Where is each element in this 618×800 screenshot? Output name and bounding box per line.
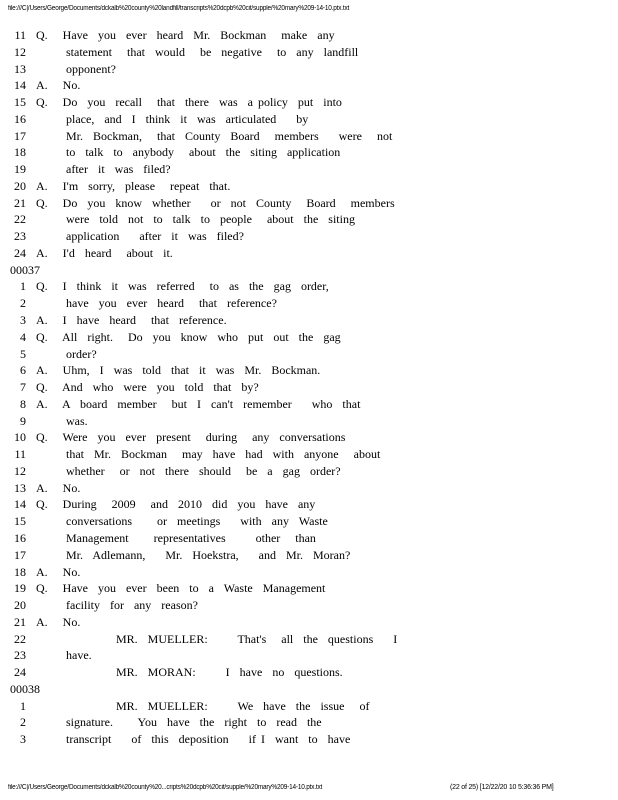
line-text: A. No. bbox=[36, 564, 81, 579]
page-marker bbox=[0, 262, 618, 279]
line-text: Q. All right. Do you know who put out the gag bbox=[36, 329, 341, 344]
transcript-line bbox=[0, 513, 618, 530]
transcript-line bbox=[0, 77, 618, 94]
line-text: Mr. Adlemann, Mr. Hoekstra, and Mr. Moran? bbox=[36, 547, 351, 562]
line-text: to talk to anybody about the siting application bbox=[36, 145, 341, 160]
transcript-line bbox=[0, 614, 618, 631]
line-text: transcript of this deposition if I want to have bbox=[36, 732, 351, 747]
line-text: MR. MORAN: I have no questions. bbox=[36, 665, 343, 680]
line-text: Mr. Bockman, that County Board members were not bbox=[36, 128, 393, 143]
line-number: 1 bbox=[20, 279, 26, 294]
line-text: after it was filed? bbox=[36, 162, 171, 177]
transcript-line bbox=[0, 413, 618, 430]
transcript-line bbox=[0, 379, 618, 396]
transcript-line bbox=[0, 144, 618, 161]
transcript-line bbox=[0, 161, 618, 178]
transcript-body bbox=[0, 27, 618, 748]
line-text: Q. And who were you told that by? bbox=[36, 380, 259, 395]
line-number: 17 bbox=[14, 128, 26, 143]
line-number: 11 bbox=[14, 447, 26, 462]
line-text: MR. MUELLER: That's all the questions I bbox=[36, 631, 398, 646]
line-number: 7 bbox=[20, 380, 26, 395]
line-number: 4 bbox=[20, 329, 26, 344]
line-text: MR. MUELLER: We have the issue of bbox=[36, 698, 370, 713]
line-text: have. bbox=[36, 648, 92, 663]
transcript-line bbox=[0, 128, 618, 145]
line-number: 10 bbox=[14, 430, 26, 445]
line-text: Q. During 2009 and 2010 did you have any bbox=[36, 497, 316, 512]
line-text: Management representatives other than bbox=[36, 530, 316, 545]
line-text: opponent? bbox=[36, 61, 116, 76]
line-text: place, and I think it was articulated by bbox=[36, 111, 309, 126]
line-number: 22 bbox=[14, 631, 26, 646]
transcript-line bbox=[0, 396, 618, 413]
line-number: 18 bbox=[14, 564, 26, 579]
line-text: conversations or meetings with any Waste bbox=[36, 514, 328, 529]
transcript-line bbox=[0, 94, 618, 111]
line-number: 18 bbox=[14, 145, 26, 160]
line-number: 14 bbox=[14, 497, 26, 512]
transcript-line bbox=[0, 530, 618, 547]
line-text: facility for any reason? bbox=[36, 598, 198, 613]
line-number: 11 bbox=[14, 28, 26, 42]
line-text: application after it was filed? bbox=[36, 229, 244, 244]
page-number: 00038 bbox=[10, 681, 40, 696]
transcript-line bbox=[0, 664, 618, 681]
transcript-line bbox=[0, 312, 618, 329]
line-text: A. A board member but I can't remember who that bbox=[36, 396, 361, 411]
line-number: 15 bbox=[14, 514, 26, 529]
line-number: 19 bbox=[14, 162, 26, 177]
line-number: 17 bbox=[14, 547, 26, 562]
transcript-line bbox=[0, 329, 618, 346]
transcript-line bbox=[0, 480, 618, 497]
transcript-line bbox=[0, 631, 618, 648]
line-number: 1 bbox=[20, 698, 26, 713]
transcript-line bbox=[0, 228, 618, 245]
transcript-line bbox=[0, 714, 618, 731]
transcript-line bbox=[0, 580, 618, 597]
line-number: 24 bbox=[14, 245, 26, 260]
line-text: A. I'd heard about it. bbox=[36, 245, 173, 260]
transcript-line bbox=[0, 547, 618, 564]
transcript-line bbox=[0, 195, 618, 212]
line-number: 9 bbox=[20, 413, 26, 428]
line-text: Q. Have you ever been to a Waste Management bbox=[36, 581, 326, 596]
line-number: 2 bbox=[20, 296, 26, 311]
transcript-line bbox=[0, 61, 618, 78]
line-number: 21 bbox=[14, 614, 26, 629]
line-number: 3 bbox=[20, 313, 26, 328]
transcript-line bbox=[0, 698, 618, 715]
line-text: A. No. bbox=[36, 614, 81, 629]
line-number: 21 bbox=[14, 195, 26, 210]
line-text: statement that would be negative to any landfill bbox=[36, 44, 359, 59]
line-number: 2 bbox=[20, 715, 26, 730]
page-info-footer: (22 of 25) [12/22/20 10 5:36:36 PM] bbox=[450, 784, 554, 791]
line-number: 19 bbox=[14, 581, 26, 596]
transcript-line bbox=[0, 429, 618, 446]
line-number: 8 bbox=[20, 396, 26, 411]
line-number: 13 bbox=[14, 480, 26, 495]
line-text: Q. Do you recall that there was a policy put into bbox=[36, 95, 342, 110]
line-number: 12 bbox=[14, 44, 26, 59]
line-text: Q. Have you ever heard Mr. Bockman make any bbox=[36, 28, 335, 42]
line-number: 3 bbox=[20, 732, 26, 747]
line-text: Q. I think it was referred to as the gag order, bbox=[36, 279, 329, 294]
line-text: A. Uhm, I was told that it was Mr. Bockman. bbox=[36, 363, 321, 378]
line-number: 23 bbox=[14, 648, 26, 663]
line-text: Q. Were you ever present during any conversations bbox=[36, 430, 346, 445]
line-text: A. I'm sorry, please repeat that. bbox=[36, 178, 231, 193]
line-text: A. No. bbox=[36, 78, 81, 93]
transcript-line bbox=[0, 597, 618, 614]
transcript-line bbox=[0, 44, 618, 61]
transcript-line bbox=[0, 111, 618, 128]
line-text: order? bbox=[36, 346, 97, 361]
line-number: 14 bbox=[14, 78, 26, 93]
line-number: 15 bbox=[14, 95, 26, 110]
line-number: 16 bbox=[14, 530, 26, 545]
line-number: 23 bbox=[14, 229, 26, 244]
line-text: was. bbox=[36, 413, 88, 428]
line-number: 24 bbox=[14, 665, 26, 680]
line-number: 20 bbox=[14, 178, 26, 193]
file-path-header: file:///C|/Users/George/Documents/dckalb%20county%20landfill/transcripts%20dcpb%20cit/supple/%20mary%209-14-10.ptx.txt bbox=[8, 5, 350, 12]
line-number: 13 bbox=[14, 61, 26, 76]
transcript-line bbox=[0, 278, 618, 295]
line-number: 12 bbox=[14, 463, 26, 478]
line-text: that Mr. Bockman may have had with anyone about bbox=[36, 447, 381, 462]
transcript-line bbox=[0, 731, 618, 748]
line-text: A. I have heard that reference. bbox=[36, 313, 227, 328]
transcript-line bbox=[0, 362, 618, 379]
line-text: A. No. bbox=[36, 480, 81, 495]
transcript-line bbox=[0, 647, 618, 664]
transcript-line bbox=[0, 446, 618, 463]
line-number: 22 bbox=[14, 212, 26, 227]
transcript-line bbox=[0, 463, 618, 480]
file-path-footer: file:///C|/Users/George/Documents/dckalb%20county%20...cripts%20dcpb%20cit/supple/%20mary%209-14-10.ptx.txt bbox=[8, 784, 323, 791]
line-text: whether or not there should be a gag order? bbox=[36, 463, 341, 478]
line-number: 20 bbox=[14, 598, 26, 613]
page-number: 00037 bbox=[10, 262, 40, 277]
transcript-line bbox=[0, 496, 618, 513]
page-marker bbox=[0, 681, 618, 698]
line-text: Q. Do you know whether or not County Board members bbox=[36, 195, 395, 210]
line-number: 5 bbox=[20, 346, 26, 361]
line-number: 6 bbox=[20, 363, 26, 378]
line-text: signature. You have the right to read the bbox=[36, 715, 322, 730]
line-text: have you ever heard that reference? bbox=[36, 296, 277, 311]
line-number: 16 bbox=[14, 111, 26, 126]
transcript-line bbox=[0, 295, 618, 312]
line-text: were told not to talk to people about the siting bbox=[36, 212, 355, 227]
transcript-line bbox=[0, 564, 618, 581]
transcript-line bbox=[0, 346, 618, 363]
transcript-line bbox=[0, 178, 618, 195]
transcript-line bbox=[0, 245, 618, 262]
transcript-line bbox=[0, 211, 618, 228]
transcript-line bbox=[0, 27, 618, 44]
